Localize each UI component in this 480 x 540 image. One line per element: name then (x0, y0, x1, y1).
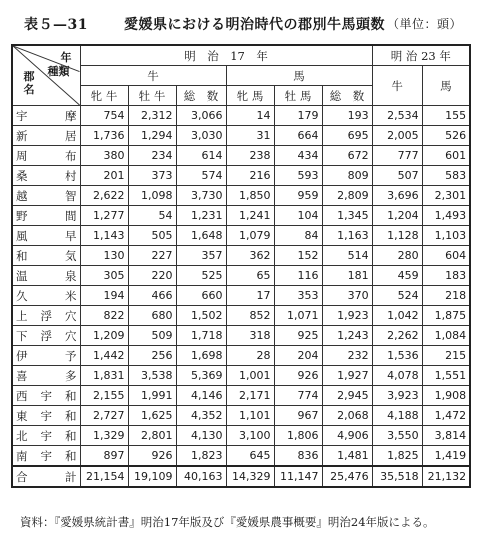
table-cell: 926 (128, 446, 176, 467)
table-cell: 155 (422, 106, 470, 126)
table-cell: 1,927 (322, 366, 372, 386)
table-cell: 836 (274, 446, 322, 467)
table-cell: 318 (226, 326, 274, 346)
table-cell: 1,625 (128, 406, 176, 426)
table-cell: 204 (274, 346, 322, 366)
ushi-header-17: 牛 (80, 66, 226, 86)
table-cell: 4,078 (372, 366, 422, 386)
table-row (12, 286, 470, 306)
table-cell: 1,493 (422, 206, 470, 226)
table-cell: 3,030 (176, 126, 226, 146)
table-cell: 305 (80, 266, 128, 286)
table-cell: 695 (322, 126, 372, 146)
table-cell: 507 (372, 166, 422, 186)
table-cell: 1,442 (80, 346, 128, 366)
table-cell: 604 (422, 246, 470, 266)
table-cell: 201 (80, 166, 128, 186)
table-cell: 525 (176, 266, 226, 286)
table-cell: 1,079 (226, 226, 274, 246)
total-row (12, 466, 470, 487)
table-cell: 1,143 (80, 226, 128, 246)
table-row (12, 226, 470, 246)
table-cell: 35,518 (372, 466, 422, 487)
table-cell: 380 (80, 146, 128, 166)
table-cell: 777 (372, 146, 422, 166)
table-cell: 1,128 (372, 226, 422, 246)
table-row (12, 186, 470, 206)
district-name: 温泉 (12, 266, 80, 286)
district-name: 上浮穴 (12, 306, 80, 326)
table-cell: 1,419 (422, 446, 470, 467)
district-name: 東宇和 (12, 406, 80, 426)
district-name: 桑村 (12, 166, 80, 186)
col-oushi: 牡 牛 (128, 86, 176, 106)
table-cell: 664 (274, 126, 322, 146)
district-name: 久米 (12, 286, 80, 306)
table-cell: 1,329 (80, 426, 128, 446)
table-cell: 505 (128, 226, 176, 246)
table-cell: 2,801 (128, 426, 176, 446)
corner-name-char: 名 (23, 83, 35, 96)
table-cell: 1,831 (80, 366, 128, 386)
table-cell: 14 (226, 106, 274, 126)
table-cell: 1,806 (274, 426, 322, 446)
table-cell: 21,154 (80, 466, 128, 487)
table-cell: 2,068 (322, 406, 372, 426)
table-cell: 11,147 (274, 466, 322, 487)
table-cell: 54 (128, 206, 176, 226)
table-cell: 514 (322, 246, 372, 266)
table-row (12, 406, 470, 426)
district-name: 風早 (12, 226, 80, 246)
table-cell: 1,001 (226, 366, 274, 386)
table-cell: 466 (128, 286, 176, 306)
table-cell: 130 (80, 246, 128, 266)
table-cell: 1,098 (128, 186, 176, 206)
table-cell: 21,132 (422, 466, 470, 487)
table-cell: 1,736 (80, 126, 128, 146)
table-number: 表５—31 (24, 17, 88, 33)
table-cell: 2,262 (372, 326, 422, 346)
table-cell: 774 (274, 386, 322, 406)
table-cell: 1,850 (226, 186, 274, 206)
table-cell: 959 (274, 186, 322, 206)
table-cell: 183 (422, 266, 470, 286)
table-cell: 4,906 (322, 426, 372, 446)
table-cell: 3,066 (176, 106, 226, 126)
table-cell: 645 (226, 446, 274, 467)
table-cell: 1,908 (422, 386, 470, 406)
table-cell: 1,103 (422, 226, 470, 246)
table-cell: 1,231 (176, 206, 226, 226)
meiji23-header: 明 治 23 年 (372, 45, 470, 66)
table-cell: 601 (422, 146, 470, 166)
district-name: 北宇和 (12, 426, 80, 446)
table-cell: 1,536 (372, 346, 422, 366)
table-cell: 574 (176, 166, 226, 186)
table-cell: 1,991 (128, 386, 176, 406)
district-name: 下浮穴 (12, 326, 80, 346)
table-body (12, 106, 470, 488)
ushi-header-23: 牛 (372, 66, 422, 106)
table-row (12, 106, 470, 126)
table-cell: 1,277 (80, 206, 128, 226)
table-cell: 524 (372, 286, 422, 306)
table-row (12, 366, 470, 386)
table-cell: 220 (128, 266, 176, 286)
uma-header-23: 馬 (422, 66, 470, 106)
table-cell: 4,352 (176, 406, 226, 426)
district-name: 和気 (12, 246, 80, 266)
header-row-2 (12, 66, 470, 86)
table-cell: 2,622 (80, 186, 128, 206)
table-cell: 104 (274, 206, 322, 226)
table-cell: 614 (176, 146, 226, 166)
table-cell: 1,875 (422, 306, 470, 326)
table-row (12, 306, 470, 326)
table-cell: 238 (226, 146, 274, 166)
table-cell: 4,146 (176, 386, 226, 406)
table-row (12, 346, 470, 366)
table-cell: 19,109 (128, 466, 176, 487)
table-cell: 1,042 (372, 306, 422, 326)
district-name: 合計 (12, 466, 80, 487)
table-cell: 660 (176, 286, 226, 306)
table-cell: 1,241 (226, 206, 274, 226)
district-name: 新居 (12, 126, 80, 146)
table-row (12, 206, 470, 226)
table-cell: 116 (274, 266, 322, 286)
uma-header-17: 馬 (226, 66, 372, 86)
table-cell: 583 (422, 166, 470, 186)
table-cell: 181 (322, 266, 372, 286)
table-cell: 1,551 (422, 366, 470, 386)
livestock-table (11, 44, 471, 488)
district-name: 野間 (12, 206, 80, 226)
table-cell: 1,472 (422, 406, 470, 426)
table-cell: 2,171 (226, 386, 274, 406)
table-cell: 1,823 (176, 446, 226, 467)
table-row (12, 146, 470, 166)
table-cell: 28 (226, 346, 274, 366)
table-cell: 193 (322, 106, 372, 126)
table-cell: 1,243 (322, 326, 372, 346)
table-cell: 218 (422, 286, 470, 306)
col-uma-total: 総 数 (322, 86, 372, 106)
table-cell: 1,294 (128, 126, 176, 146)
table-cell: 925 (274, 326, 322, 346)
table-title (8, 14, 472, 36)
table-cell: 194 (80, 286, 128, 306)
table-cell: 353 (274, 286, 322, 306)
table-cell: 1,923 (322, 306, 372, 326)
district-name: 伊予 (12, 346, 80, 366)
table-cell: 1,481 (322, 446, 372, 467)
district-name: 喜多 (12, 366, 80, 386)
table-cell: 2,005 (372, 126, 422, 146)
table-cell: 926 (274, 366, 322, 386)
table-cell: 2,312 (128, 106, 176, 126)
table-row (12, 266, 470, 286)
table-caption: 愛媛県における明治時代の郡別牛馬頭数 (124, 17, 385, 33)
table-cell: 3,696 (372, 186, 422, 206)
table-row (12, 446, 470, 467)
table-cell: 809 (322, 166, 372, 186)
table-cell: 65 (226, 266, 274, 286)
unit-label: （単位：頭） (386, 17, 462, 31)
table-cell: 25,476 (322, 466, 372, 487)
table-cell: 31 (226, 126, 274, 146)
table-cell: 593 (274, 166, 322, 186)
table-cell: 526 (422, 126, 470, 146)
district-name: 周布 (12, 146, 80, 166)
table-cell: 1,163 (322, 226, 372, 246)
table-cell: 227 (128, 246, 176, 266)
table-cell: 362 (226, 246, 274, 266)
table-cell: 4,188 (372, 406, 422, 426)
table-cell: 357 (176, 246, 226, 266)
col-ushi-total: 総 数 (176, 86, 226, 106)
corner-header (12, 45, 80, 106)
district-name: 南宇和 (12, 446, 80, 467)
table-cell: 2,301 (422, 186, 470, 206)
table-cell: 2,809 (322, 186, 372, 206)
table-cell: 509 (128, 326, 176, 346)
table-cell: 672 (322, 146, 372, 166)
table-cell: 84 (274, 226, 322, 246)
meiji17-header: 明 治 17 年 (80, 45, 372, 66)
table-row (12, 246, 470, 266)
table-cell: 680 (128, 306, 176, 326)
table-cell: 373 (128, 166, 176, 186)
table-cell: 256 (128, 346, 176, 366)
corner-year-label: 年 (60, 51, 72, 64)
district-name: 西宇和 (12, 386, 80, 406)
district-name: 越智 (12, 186, 80, 206)
table-cell: 3,538 (128, 366, 176, 386)
table-cell: 1,209 (80, 326, 128, 346)
table-cell: 215 (422, 346, 470, 366)
header-row-1 (12, 45, 470, 66)
corner-gun-label (18, 70, 40, 96)
table-cell: 5,369 (176, 366, 226, 386)
table-cell: 3,100 (226, 426, 274, 446)
table-cell: 234 (128, 146, 176, 166)
table-cell: 1,825 (372, 446, 422, 467)
corner-gun-char: 郡 (23, 70, 35, 83)
table-cell: 17 (226, 286, 274, 306)
district-name: 宇摩 (12, 106, 80, 126)
table-cell: 370 (322, 286, 372, 306)
table-cell: 14,329 (226, 466, 274, 487)
table-cell: 2,945 (322, 386, 372, 406)
table-cell: 434 (274, 146, 322, 166)
table-cell: 1,204 (372, 206, 422, 226)
table-cell: 967 (274, 406, 322, 426)
source-note: 資料：『愛媛県統計書』明治17年版及び『愛媛県農事概要』明治24年版による。 (20, 515, 435, 529)
table-cell: 179 (274, 106, 322, 126)
table-cell: 897 (80, 446, 128, 467)
table-row (12, 386, 470, 406)
table-cell: 3,550 (372, 426, 422, 446)
table-cell: 459 (372, 266, 422, 286)
col-ouma: 牡 馬 (274, 86, 322, 106)
table-row (12, 126, 470, 146)
table-cell: 1,101 (226, 406, 274, 426)
table-cell: 754 (80, 106, 128, 126)
table-cell: 1,718 (176, 326, 226, 346)
table-cell: 1,345 (322, 206, 372, 226)
table-cell: 40,163 (176, 466, 226, 487)
table-cell: 2,534 (372, 106, 422, 126)
table-cell: 1,084 (422, 326, 470, 346)
col-meuma: 牝 馬 (226, 86, 274, 106)
table-cell: 2,727 (80, 406, 128, 426)
table-cell: 216 (226, 166, 274, 186)
table-cell: 3,814 (422, 426, 470, 446)
col-meushi: 牝 牛 (80, 86, 128, 106)
table-row (12, 326, 470, 346)
table-cell: 822 (80, 306, 128, 326)
table-cell: 280 (372, 246, 422, 266)
corner-kind-label: 種類 (47, 65, 70, 78)
table-cell: 232 (322, 346, 372, 366)
table-cell: 1,502 (176, 306, 226, 326)
table-cell: 4,130 (176, 426, 226, 446)
table-cell: 1,071 (274, 306, 322, 326)
table-row (12, 426, 470, 446)
table-cell: 2,155 (80, 386, 128, 406)
table-cell: 1,698 (176, 346, 226, 366)
table-cell: 3,923 (372, 386, 422, 406)
table-cell: 852 (226, 306, 274, 326)
table-cell: 1,648 (176, 226, 226, 246)
table-row (12, 166, 470, 186)
table-cell: 3,730 (176, 186, 226, 206)
table-cell: 152 (274, 246, 322, 266)
